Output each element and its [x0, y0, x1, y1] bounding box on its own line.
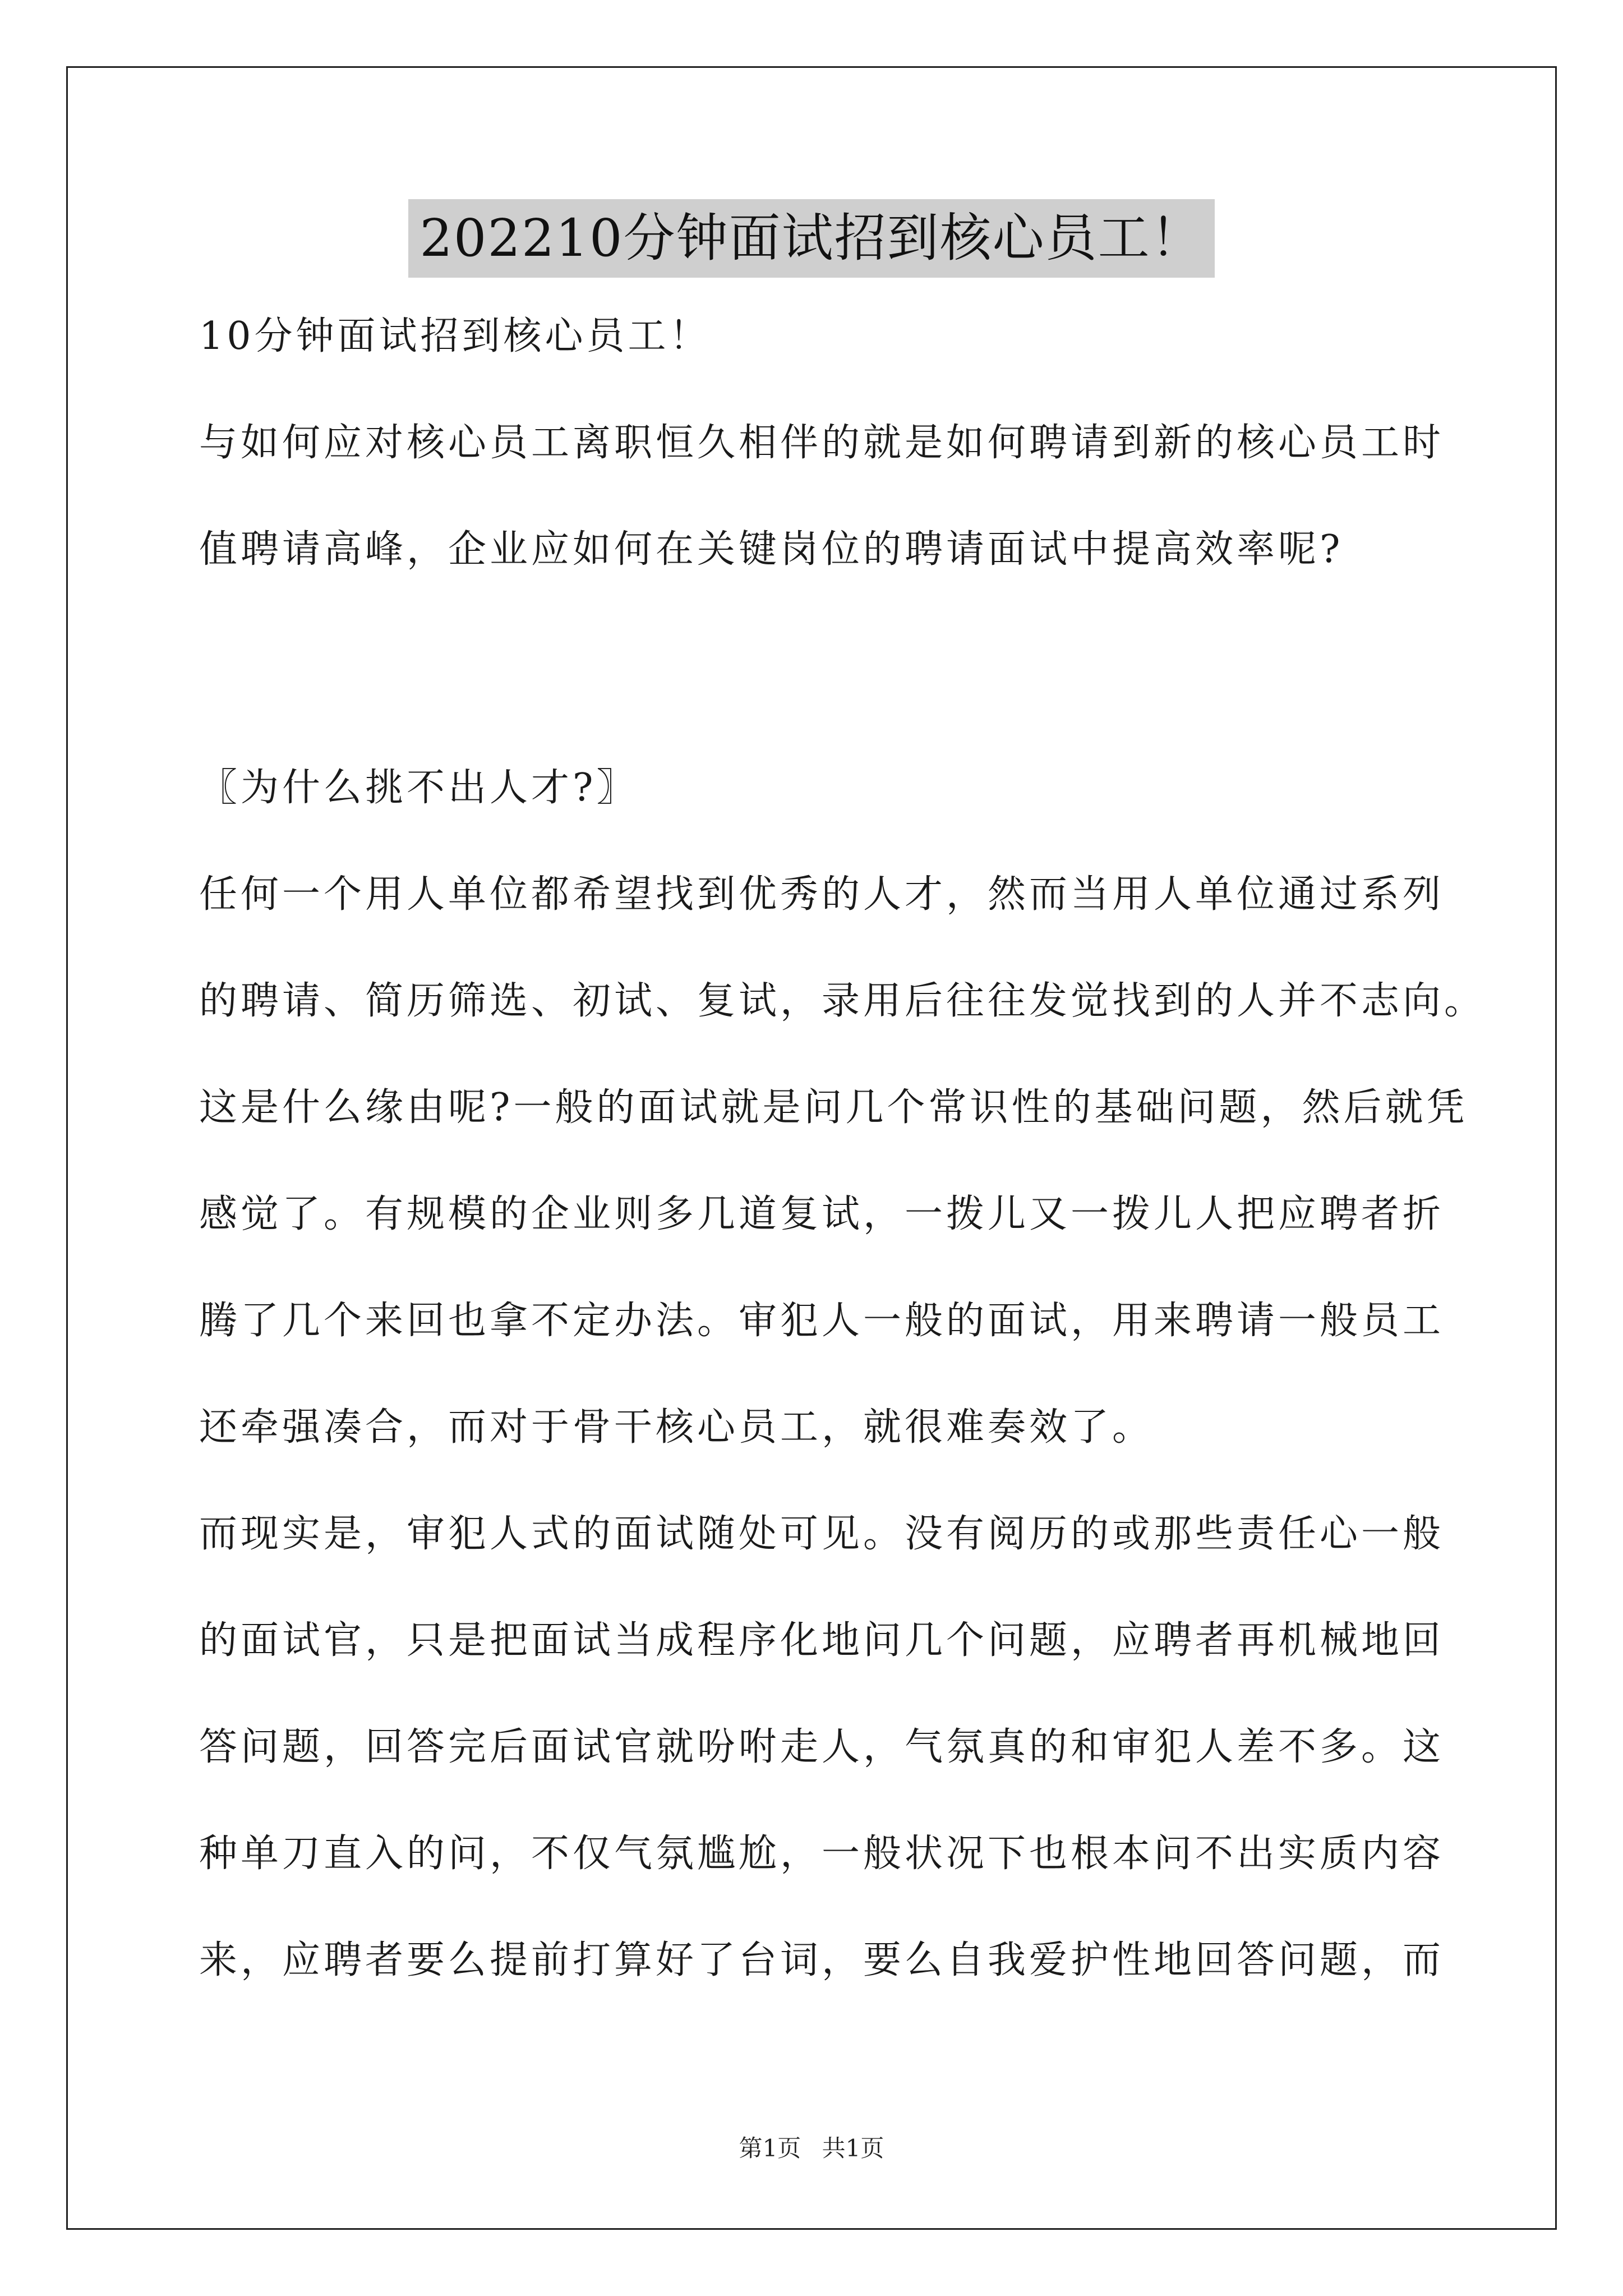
- page-border: [66, 66, 1557, 2230]
- text-line: 值聘请高峰，企业应如何在关键岗位的聘请面试中提高效率呢?: [199, 527, 1344, 572]
- page-number: 第1页: [739, 2134, 801, 2162]
- text-line: 腾了几个来回也拿不定办法。审犯人一般的面试，用来聘请一般员工: [199, 1299, 1445, 1343]
- text-line: 这是什么缘由呢?一般的面试就是问几个常识性的基础问题，然后就凭: [199, 1085, 1468, 1130]
- text-line: 的面试官，只是把面试当成程序化地问几个问题，应聘者再机械地回: [199, 1618, 1445, 1663]
- text-line: 答问题，回答完后面试官就吩咐走人，气氛真的和审犯人差不多。这: [199, 1725, 1445, 1769]
- section-heading: 〖为什么挑不出人才?〗: [199, 766, 638, 810]
- text-line: 10分钟面试招到核心员工！: [199, 314, 711, 358]
- page-total: 共1页: [822, 2134, 884, 2162]
- text-line: 而现实是，审犯人式的面试随处可见。没有阅历的或那些责任心一般: [199, 1512, 1445, 1556]
- text-line: 与如何应对核心员工离职恒久相伴的就是如何聘请到新的核心员工时: [199, 421, 1445, 465]
- page-footer: [0, 2132, 1623, 2165]
- text-line: 还牵强凑合，而对于骨干核心员工，就很难奏效了。: [199, 1405, 1154, 1450]
- text-line: 种单刀直入的问，不仅气氛尴尬，一般状况下也根本问不出实质内容: [199, 1832, 1445, 1876]
- text-line: 的聘请、简历筛选、初试、复试，录用后往往发觉找到的人并不志向。: [199, 979, 1486, 1023]
- text-line: 来，应聘者要么提前打算好了台词，要么自我爱护性地回答问题，而: [199, 1938, 1445, 1982]
- text-line: 任何一个用人单位都希望找到优秀的人才，然而当用人单位通过系列: [199, 872, 1445, 917]
- text-line: 感觉了。有规模的企业则多几道复试，一拨儿又一拨儿人把应聘者折: [199, 1192, 1445, 1236]
- title-container: [0, 199, 1623, 278]
- document-title: 202210分钟面试招到核心员工！: [408, 199, 1214, 278]
